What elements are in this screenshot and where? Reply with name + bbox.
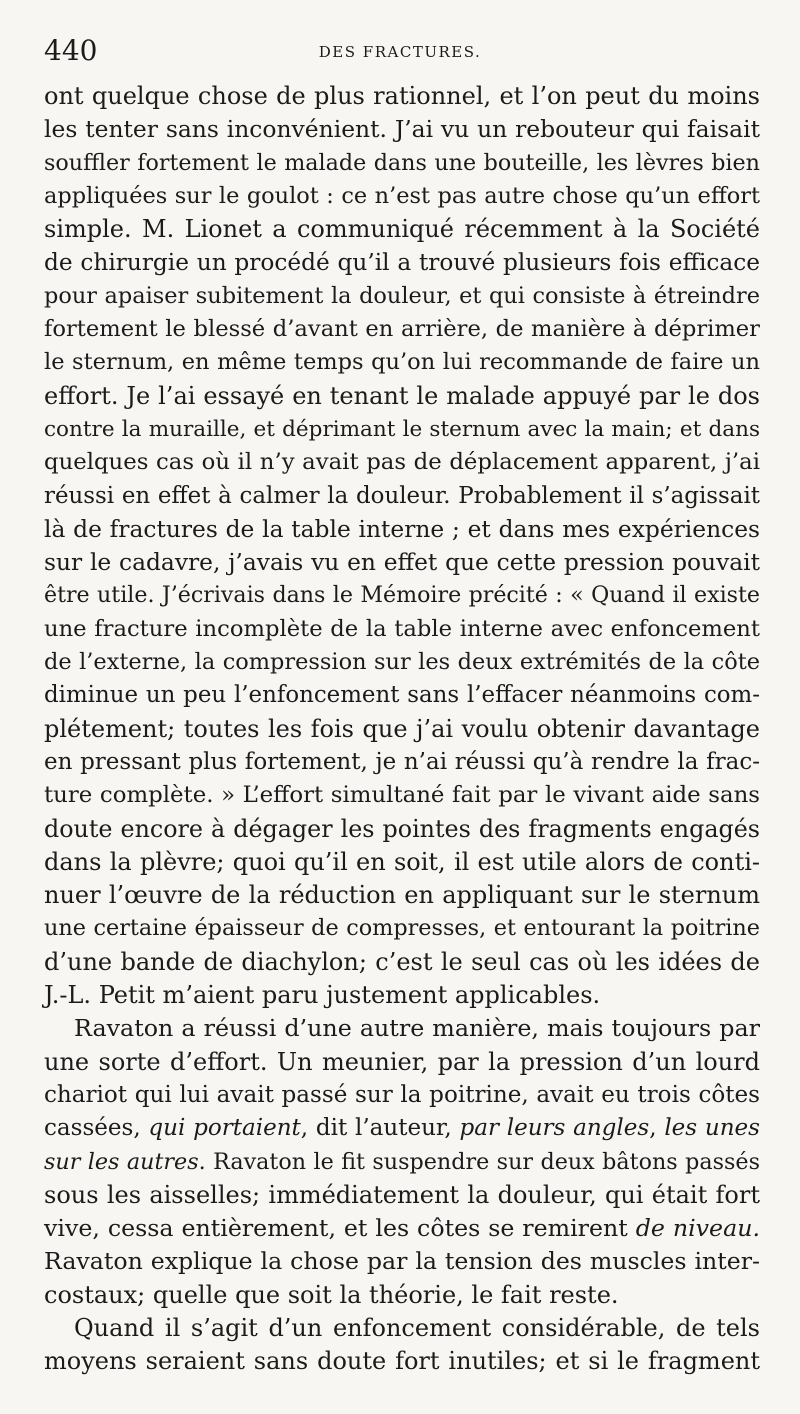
text-line: contre la muraille, et déprimant le sternum avec la main; et dans	[44, 416, 760, 442]
page-number: 440	[44, 34, 98, 67]
text-line: quelques cas où il n’y avait pas de déplacement apparent, j’ai	[44, 449, 760, 476]
text-line: diminue un peu l’enfoncement sans l’effacer néanmoins com-	[44, 682, 760, 709]
text-line: de chirurgie un procédé qu’il a trouvé plusieurs fois efficace	[44, 249, 760, 277]
text-line: Quand il s’agit d’un enfoncement considérable, de tels	[74, 1313, 760, 1342]
text-line: une fracture incomplète de la table interne avec enfoncement	[44, 615, 760, 642]
text-line: pour apaiser subitement la douleur, et qui consiste à étreindre	[44, 282, 760, 309]
text-line: appliquées sur le goulot : ce n’est pas autre chose qu’un effort	[44, 182, 760, 209]
text-line: dans la plèvre; quoi qu’il en soit, il est utile alors de conti-	[44, 847, 760, 876]
text-line: souffler fortement le malade dans une bouteille, les lèvres bien	[44, 149, 760, 176]
text-line: plétement; toutes les fois que j’ai voulu obtenir davantage	[44, 714, 760, 743]
text-line: de l’externe, la compression sur les deux extrémités de la côte	[44, 649, 760, 676]
text-line: en pressant plus fortement, je n’ai réussi qu’à rendre la frac-	[44, 748, 760, 775]
text-segment: cassées,	[44, 1115, 149, 1142]
body-text	[44, 80, 760, 1379]
italic-segment: sur les autres	[44, 1148, 199, 1175]
text-line: moyens seraient sans doute fort inutiles; et si le fragment	[44, 1347, 760, 1376]
text-line: J.-L. Petit m’aient paru justement applicables.	[44, 981, 601, 1010]
text-segment: ,	[649, 1115, 665, 1142]
page-header	[0, 34, 800, 74]
text-line: doute encore à dégager les pointes des fragments engagés	[44, 814, 760, 843]
text-segment: vive, cessa entièrement, et les côtes se remirent	[44, 1214, 636, 1243]
italic-segment: par leurs angles	[459, 1115, 650, 1142]
text-line: sur le cadavre, j’avais vu en effet que cette pression pouvait	[44, 548, 760, 577]
text-line: le sternum, en même temps qu’on lui recommande de faire un	[44, 349, 760, 376]
text-line: les tenter sans inconvénient. J’ai vu un rebouteur qui faisait	[44, 115, 760, 144]
text-line: une certaine épaisseur de compresses, et entourant la poitrine	[44, 915, 760, 942]
text-line: Ravaton explique la chose par la tension des muscles inter-	[44, 1247, 760, 1276]
text-line: d’une bande de diachylon; c’est le seul cas où les idées de	[44, 947, 760, 976]
italic-segment: de niveau.	[635, 1214, 760, 1243]
text-line: là de fractures de la table interne ; et dans mes expériences	[44, 514, 760, 543]
italic-segment: les unes	[664, 1115, 760, 1142]
italic-segment: qui portaient	[148, 1115, 301, 1142]
text-line: sous les aisselles; immédiatement la douleur, qui était fort	[44, 1180, 760, 1209]
text-line: chariot qui lui avait passé sur la poitrine, avait eu trois côtes	[44, 1081, 760, 1108]
text-line: réussi en effet à calmer la douleur. Probablement il s’agissait	[44, 482, 760, 509]
text-line: ture complète. » L’effort simultané fait par le vivant aide sans	[44, 782, 760, 809]
text-line	[44, 1212, 760, 1245]
text-line	[44, 1146, 760, 1179]
text-segment: . Ravaton le fit suspendre sur deux bâtons passés	[198, 1148, 760, 1175]
running-head: DES FRACTURES.	[318, 43, 482, 61]
text-line: effort. Je l’ai essayé en tenant le malade appuyé par le dos	[44, 381, 760, 410]
text-line: Ravaton a réussi d’une autre manière, mais toujours par	[74, 1014, 760, 1043]
text-line: nuer l’œuvre de la réduction en appliquant sur le sternum	[44, 881, 760, 910]
text-line: être utile. J’écrivais dans le Mémoire précité : « Quand il existe	[44, 582, 760, 609]
text-line: ont quelque chose de plus rationnel, et l’on peut du moins	[44, 82, 760, 110]
text-line: fortement le blessé d’avant en arrière, de manière à déprimer	[44, 316, 760, 343]
text-line: simple. M. Lionet a communiqué récemment à la Société	[44, 215, 760, 244]
text-segment: , dit l’auteur,	[300, 1115, 460, 1142]
text-line	[44, 1112, 760, 1145]
text-line: costaux; quelle que soit la théorie, le fait reste.	[44, 1280, 619, 1309]
text-line: une sorte d’effort. Un meunier, par la pression d’un lourd	[44, 1047, 760, 1076]
